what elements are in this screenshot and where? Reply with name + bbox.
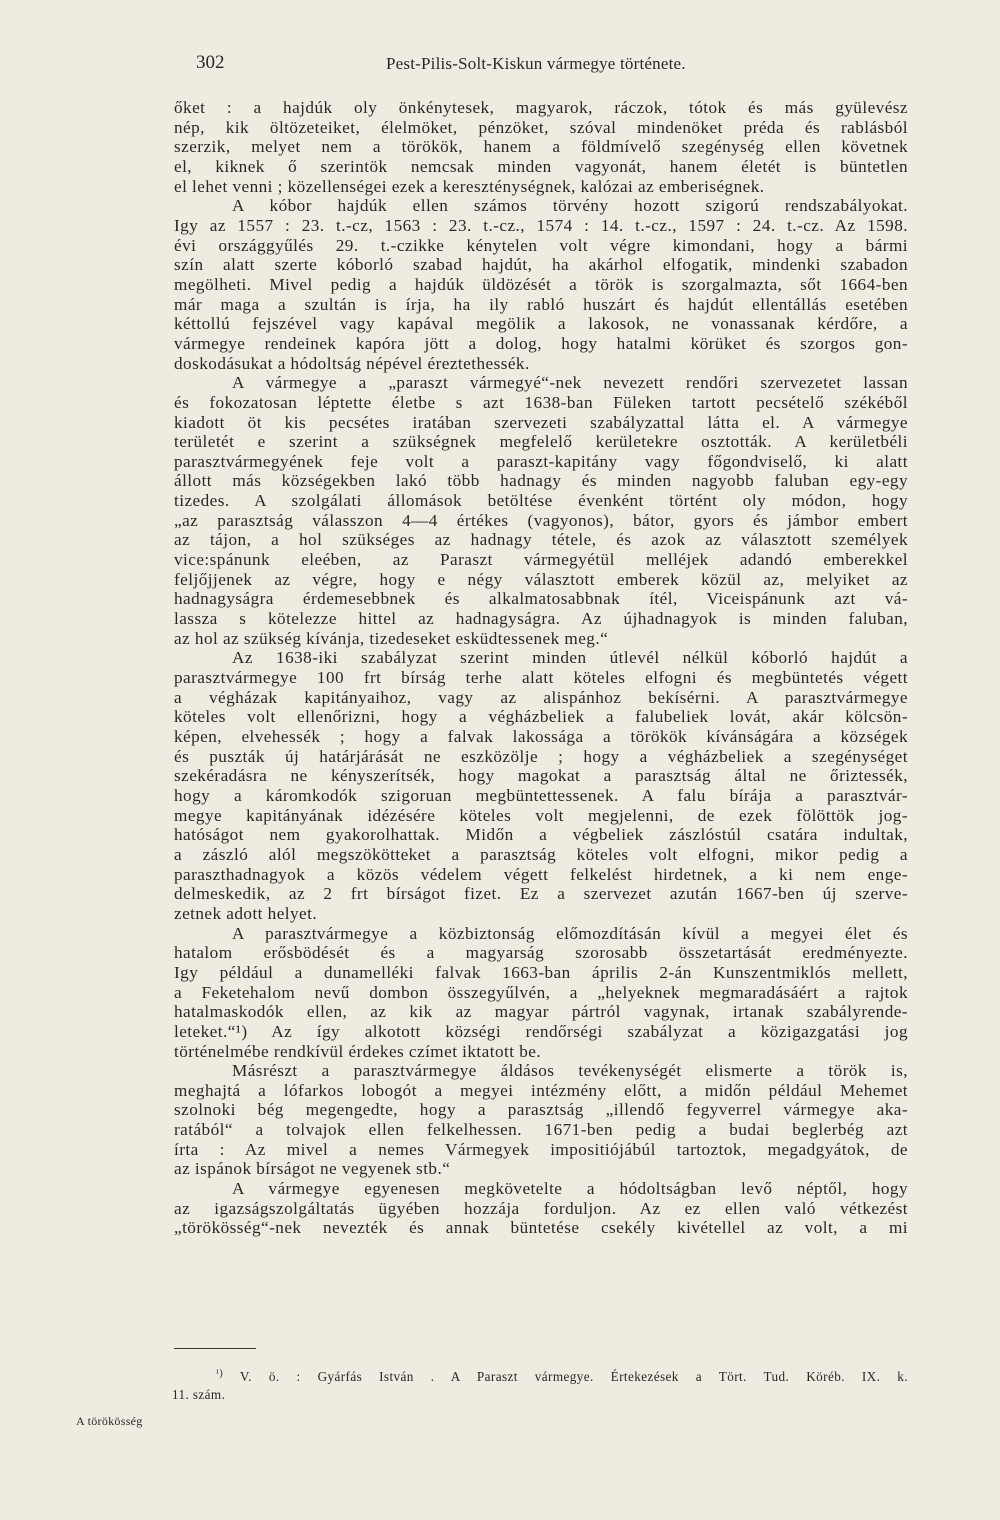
body-line: az ispánok bírságot ne vegyenek stb.“: [174, 1159, 451, 1179]
body-line: A parasztvármegye a közbiztonság előmozdításán kívül a megyei élet és: [232, 923, 908, 943]
footnote-marker: ¹): [216, 1368, 224, 1379]
body-line: tizedes. A szolgálati állomások betöltése évenként történt oly módon, hogy: [174, 491, 908, 511]
body-line: ratából“ a tolvajok ellen felkelhessen. 1671-ben pedig a budai beglerbég azt: [174, 1120, 908, 1140]
body-line: Igy például a dunamelléki falvak 1663-ban április 2-án Kunszentmiklós mellett,: [174, 962, 908, 982]
body-line: szerzik, melyet nem a törökök, hanem a földmívelő szegénység ellen követnek: [174, 137, 908, 157]
body-line: nép, kik öltözeteiket, élelmöket, pénzöket, szóval mindenöket préda és rablásból: [174, 117, 908, 137]
body-line: feljőjjenek az végre, hogy e négy választott emberek közül az, melyiket az: [174, 569, 908, 589]
body-line: vice:spánunk eleében, az Paraszt vármegyétül melléjek adandó emberekkel: [174, 550, 908, 570]
body-line: a Feketehalom nevű dombon összegyűlvén, a „helyeknek megmaradásáért a rajtok: [174, 982, 908, 1002]
body-line: parasztvármegyének feje volt a paraszt-kapitány vagy főgondviselő, ki alatt: [174, 451, 908, 471]
body-line: írta : Az mivel a nemes Vármegyek impositiójábúl tartoztok, megadgyátok, de: [174, 1139, 908, 1159]
body-line: a zászló alól megszökötteket a parasztság köteles volt elfogni, mikor pedig a: [174, 844, 908, 864]
body-line: delmeskedik, az 2 frt bírságot fizet. Ez a szervezet azután 1667-ben új szerve-: [174, 884, 908, 904]
body-line: történelmébe rendkívül érdekes czímet iktatott be.: [174, 1041, 542, 1061]
footnote-rule: [174, 1348, 256, 1349]
body-line: Igy az 1557 : 23. t.-cz, 1563 : 23. t.-cz., 1574 : 14. t.-cz., 1597 : 24. t.-cz. Az 1598.: [174, 215, 908, 235]
body-line: lassza s kötelezze hittel az hadnagyságra. Az újhadnagyok is minden faluban,: [174, 609, 908, 629]
body-line: megölheti. Mivel pedig a hajdúk üldözését a török is szorgalmazta, sőt 1664-ben: [174, 274, 908, 294]
body-line: köteles volt ellenőrizni, hogy a végházbeliek a falubeliek lovát, akár kölcsön-: [174, 707, 908, 727]
footnote-continuation: 11. szám.: [172, 1387, 226, 1402]
body-line: hatalom erősbödését és a magyarság szorosabb összetartását eredményezte.: [174, 943, 908, 963]
body-line: A vármegye a „paraszt vármegyé“-nek nevezett rendőri szervezetet lassan: [232, 373, 908, 393]
running-title: Pest-Pilis-Solt-Kiskun vármegye története.: [386, 54, 686, 73]
body-line: az igazságszolgáltatás ügyében hozzája forduljon. Az ez ellen való vétkezést: [174, 1198, 908, 1218]
body-line: megye kapitányának idézésére köteles volt megjelenni, de ezek fölöttök jog-: [174, 805, 908, 825]
body-line: kéttollú fejszével vagy kapával megölik a lakosok, ne vonassanak kérdőre, a: [174, 314, 908, 334]
body-line: évi országgyűlés 29. t.-czikke kénytelen volt végre kimondani, hogy a bármi: [174, 235, 908, 255]
margin-note: A törökösség: [76, 1414, 143, 1428]
body-line: szekéradásra ne kényszerítsék, hogy magokat a parasztság által ne őriztessék,: [174, 766, 908, 786]
body-line: hadnagyságra érdemesebbnek és alkalmatosabbnak ítél, Viceispánunk azt vá-: [174, 589, 908, 609]
body-line: Másrészt a parasztvármegye áldásos tevékenységét elismerte a török is,: [232, 1061, 908, 1081]
body-line: kiadott öt kis pecsétes iratában szervezeti szabályzattal látta el. A vármegye: [174, 412, 908, 432]
footnote-text: V. ö. : Gyárfás István . A Paraszt vármegye. Értekezések a Tört. Tud. Köréb. IX. k.: [239, 1369, 908, 1384]
body-line: leteket.“¹) Az így alkotott községi rendőrségi szabályzat a közigazgatási jog: [174, 1021, 908, 1041]
body-line: már maga a szultán is írja, ha ily rabló huszárt és hajdút ellentállás esetében: [174, 294, 908, 314]
body-line: meghajtá a lófarkos lobogót a megyei intézmény előtt, a midőn például Mehemet: [174, 1080, 908, 1100]
body-line: doskodásukat a hódoltság népével éreztethessék.: [174, 353, 530, 373]
body-line: A vármegye egyenesen megkövetelte a hódoltságban levő néptől, hogy: [232, 1179, 908, 1199]
body-line: hogy a káromkodók szigoruan megbüntettessenek. A falu bírája a parasztvár-: [174, 785, 908, 805]
body-line: szín alatt szerte kóborló szabad hajdút, ha akárhol elfogatik, mindenki szabadon: [174, 255, 908, 275]
page-number: 302: [196, 52, 225, 73]
body-line: a végházak kapitányaihoz, vagy az alispánhoz bekísérni. A parasztvármegye: [174, 687, 908, 707]
body-line: képen, elvehessék ; hogy a falvak lakossága a törökök kívánságára a községek: [174, 727, 908, 746]
body-line: és fokozatosan léptette életbe s azt 1638-ban Füleken tartott pecsételő székéből: [174, 392, 908, 412]
footnote: [172, 1365, 908, 1404]
body-line: és puszták új határjárását ne eszközölje ; hogy a végházbeliek a szegénységet: [174, 746, 908, 766]
body-line: parasztvármegye 100 frt bírság terhe alatt köteles elfogni és megbüntetés végett: [174, 668, 908, 688]
body-line: A kóbor hajdúk ellen számos törvény hozott szigorú rendszabályokat.: [232, 196, 908, 216]
body-text: [174, 98, 908, 1238]
body-line: szolnoki bég megengedte, hogy a parasztság „illendő fegyverrel vármegye aka-: [174, 1100, 908, 1120]
body-line: területét e szerint a szükségnek megfelelő kerületekre osztották. A kerületbéli: [174, 432, 908, 452]
body-line: állott más községekben lakó több hadnagy és minden nagyobb faluban egy-egy: [174, 471, 908, 491]
body-line: zetnek adott helyet.: [174, 903, 318, 923]
body-line: Az 1638-iki szabályzat szerint minden útlevél nélkül kóborló hajdút a: [232, 648, 908, 668]
body-line: hatalmaskodók ellen, az kik az magyar pártról vagynak, irtanak szabályrende-: [174, 1002, 908, 1022]
body-line: az tájon, a hol szükséges az hadnagy tétele, és azok az választott személyek: [174, 530, 908, 550]
body-line: el, kiknek ő szerintök nemcsak minden vagyonát, hanem életét is büntetlen: [174, 156, 908, 176]
body-line: paraszthadnagyok a közös védelem végett felkelést hirdetnek, a ki nem enge-: [174, 864, 908, 884]
body-line: az hol az szükség kívánja, tizedeseket esküdtessenek meg.“: [174, 628, 609, 648]
body-line: hatóságot nem gyakorolhattak. Midőn a végbeliek zászlóstúl csatára indultak,: [174, 825, 908, 845]
body-line: őket : a hajdúk oly önkénytesek, magyarok, ráczok, tótok és más gyülevész: [174, 98, 908, 117]
body-line: vármegye rendeinek kapóra jött a dolog, hogy hatalmi körüket és szorgos gon-: [174, 333, 908, 353]
body-line: el lehet venni ; közellenségei ezek a kereszténységnek, kalózai az emberiségnek.: [174, 176, 765, 196]
body-line: „törökösség“-nek nevezték és annak büntetése csekély kivétellel az volt, a mi: [174, 1218, 908, 1238]
body-line: „az parasztság válasszon 4—4 értékes (vagyonos), bátor, gyors és jámbor embert: [174, 510, 908, 530]
footnote-line: [172, 1365, 908, 1386]
